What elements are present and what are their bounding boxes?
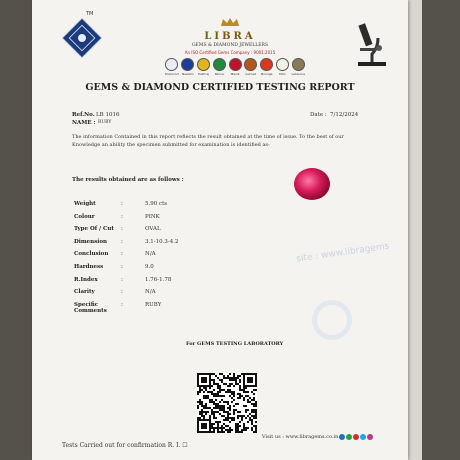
brand-subtitle: GEMS & DIAMOND JEWELLERS: [191, 43, 269, 48]
result-label: R.Index: [74, 276, 98, 283]
microscope-icon: [352, 18, 392, 68]
result-label: Colour: [74, 213, 95, 220]
gem-swatch-icon: [213, 58, 226, 71]
instagram-icon[interactable]: [367, 434, 373, 440]
result-label: Weight: [74, 201, 96, 207]
watermark-seal: [312, 300, 352, 340]
whatsapp-icon[interactable]: [346, 434, 352, 440]
result-label: Hardness: [74, 264, 104, 270]
gem-swatch-icon: [244, 58, 257, 71]
gem-label: Manik: [230, 72, 240, 76]
gem-item: [165, 58, 179, 76]
gem-swatch-icon: [260, 58, 273, 71]
result-colon: :: [121, 301, 123, 308]
result-value: 5.90 cts: [145, 201, 168, 207]
qr-code: [197, 373, 257, 433]
ruby-gem-image: [291, 165, 333, 203]
watermark-text: site : www.libragems: [295, 241, 391, 265]
result-value: 9.0: [145, 264, 154, 270]
gem-swatch-icon: [197, 58, 210, 71]
brand-name: LIBRA: [204, 31, 256, 42]
name-label: NAME :: [72, 120, 96, 126]
results-heading: The results obtained are as follows :: [72, 177, 184, 183]
gemstone-row: [165, 58, 305, 76]
ref-label: Ref.No.: [72, 112, 95, 118]
brand-block: [170, 12, 290, 55]
result-label: Type Of / Cut: [74, 226, 114, 233]
gem-item: [260, 58, 273, 76]
result-value: OVAL: [145, 226, 161, 233]
gem-label: Moti: [279, 72, 286, 76]
result-label: Clarity: [74, 289, 95, 296]
gem-item: [276, 58, 289, 76]
gem-label: Lehsunia: [291, 72, 305, 76]
result-value: RUBY: [145, 301, 162, 308]
trademark-mark: TM: [86, 11, 94, 17]
youtube-icon[interactable]: [353, 434, 359, 440]
result-label: Dimension: [74, 238, 108, 245]
result-label: Specific Comments: [74, 301, 107, 314]
footer-website[interactable]: [262, 434, 373, 440]
gem-label: Gomed: [245, 72, 257, 76]
result-colon: :: [121, 264, 123, 270]
intro-paragraph: The information Contained in this report reflects the result obtained at the time of issue. To the best of our Knowledge an ability the specimen submitted for examination is identified as-: [72, 134, 344, 148]
report-title: GEMS & DIAMOND CERTIFIED TESTING REPORT: [85, 82, 355, 93]
gem-item: [229, 58, 242, 76]
footer-confirmation: Tests Carried out for confirmation R. I. ☐: [62, 442, 188, 449]
gem-swatch-icon: [181, 58, 194, 71]
gem-label: Neelam: [182, 72, 194, 76]
gem-item: [292, 58, 305, 76]
result-colon: :: [121, 276, 123, 283]
ref-value: LB 1016: [96, 112, 120, 118]
gem-item: [244, 58, 257, 76]
date-label: Date :: [310, 112, 327, 118]
gem-swatch-icon: [292, 58, 305, 71]
result-value: 3.1-10.3-4.2: [145, 238, 179, 245]
gem-item: [213, 58, 226, 76]
gem-item: [181, 58, 194, 76]
result-label: Conclusion: [74, 251, 109, 258]
lab-signature-line: For GEMS TESTING LABORATORY: [186, 341, 284, 347]
facebook-icon[interactable]: [339, 434, 345, 440]
result-colon: :: [121, 226, 123, 233]
result-value: PINK: [145, 213, 160, 220]
footer-website-text[interactable]: Visit us : www.libragems.co.in: [262, 434, 339, 440]
result-value: 1.76-1.78: [145, 276, 172, 283]
gem-label: Diamond: [165, 72, 179, 76]
gem-swatch-icon: [276, 58, 289, 71]
gem-swatch-icon: [165, 58, 178, 71]
gem-swatch-icon: [229, 58, 242, 71]
gem-item: [197, 58, 210, 76]
gem-label: Pukhraj: [197, 72, 210, 76]
result-colon: :: [121, 238, 123, 245]
gem-label: Moonga: [260, 72, 273, 76]
libra-badge-icon: [62, 18, 102, 58]
result-value: N/A: [145, 251, 156, 258]
twitter-icon[interactable]: [360, 434, 366, 440]
result-colon: :: [121, 213, 123, 220]
crown-icon: [219, 17, 241, 27]
gem-label: Panna: [214, 72, 224, 76]
date-value: 7/12/2024: [330, 112, 359, 118]
brand-iso-line: An ISO Certified Gems Company : 9001:2015: [184, 50, 276, 55]
result-value: N/A: [145, 289, 156, 296]
result-colon: :: [121, 289, 123, 296]
result-colon: :: [121, 251, 123, 258]
name-value: RUBY: [98, 120, 112, 125]
result-colon: :: [121, 201, 123, 207]
